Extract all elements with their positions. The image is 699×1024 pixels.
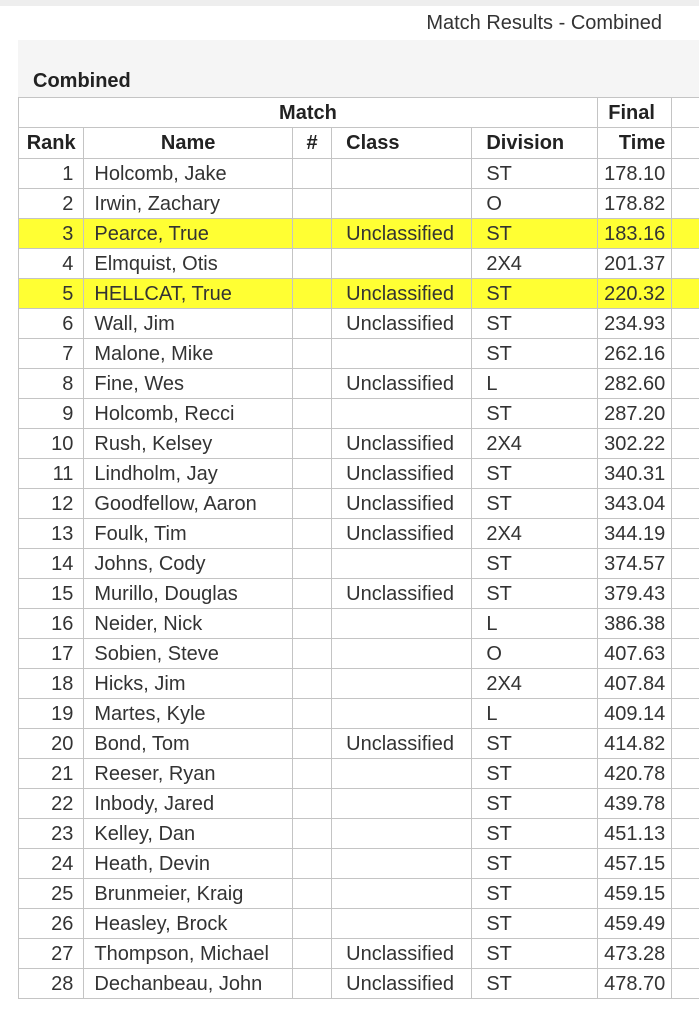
division-cell: ST bbox=[472, 459, 598, 489]
number-cell bbox=[292, 189, 331, 219]
class-cell bbox=[332, 759, 472, 789]
number-cell bbox=[292, 759, 331, 789]
table-row[interactable] bbox=[19, 339, 699, 369]
number-cell bbox=[292, 429, 331, 459]
extra-cell bbox=[672, 879, 699, 909]
time-cell: 459.49 bbox=[597, 909, 671, 939]
name-column-header[interactable]: Name bbox=[84, 128, 293, 159]
number-cell bbox=[292, 369, 331, 399]
number-cell bbox=[292, 399, 331, 429]
time-cell: 302.22 bbox=[597, 429, 671, 459]
name-cell: Foulk, Tim bbox=[84, 519, 293, 549]
rank-cell: 22 bbox=[19, 789, 84, 819]
rank-cell: 9 bbox=[19, 399, 84, 429]
number-cell bbox=[292, 639, 331, 669]
number-cell bbox=[292, 249, 331, 279]
division-cell: 2X4 bbox=[472, 519, 598, 549]
rank-cell: 10 bbox=[19, 429, 84, 459]
time-cell: 439.78 bbox=[597, 789, 671, 819]
time-cell: 457.15 bbox=[597, 849, 671, 879]
extra-column-header bbox=[672, 128, 699, 159]
name-cell: Brunmeier, Kraig bbox=[84, 879, 293, 909]
time-cell: 234.93 bbox=[597, 309, 671, 339]
class-cell: Unclassified bbox=[332, 459, 472, 489]
extra-cell bbox=[672, 579, 699, 609]
table-row[interactable] bbox=[19, 639, 699, 669]
rank-cell: 3 bbox=[19, 219, 84, 249]
division-cell: ST bbox=[472, 309, 598, 339]
table-row[interactable] bbox=[19, 549, 699, 579]
name-cell: Heasley, Brock bbox=[84, 909, 293, 939]
extra-cell bbox=[672, 249, 699, 279]
number-cell bbox=[292, 219, 331, 249]
time-cell: 407.84 bbox=[597, 669, 671, 699]
extra-cell bbox=[672, 279, 699, 309]
name-cell: HELLCAT, True bbox=[84, 279, 293, 309]
extra-column-header bbox=[672, 98, 699, 128]
rank-cell: 18 bbox=[19, 669, 84, 699]
time-cell: 287.20 bbox=[597, 399, 671, 429]
division-cell: ST bbox=[472, 819, 598, 849]
table-row[interactable] bbox=[19, 849, 699, 879]
class-cell: Unclassified bbox=[332, 519, 472, 549]
rank-cell: 11 bbox=[19, 459, 84, 489]
name-cell: Irwin, Zachary bbox=[84, 189, 293, 219]
number-cell bbox=[292, 459, 331, 489]
class-cell bbox=[332, 549, 472, 579]
number-cell bbox=[292, 609, 331, 639]
rank-cell: 4 bbox=[19, 249, 84, 279]
name-cell: Thompson, Michael bbox=[84, 939, 293, 969]
rank-cell: 5 bbox=[19, 279, 84, 309]
class-cell: Unclassified bbox=[332, 489, 472, 519]
time-cell: 409.14 bbox=[597, 699, 671, 729]
table-row[interactable] bbox=[19, 759, 699, 789]
rank-cell: 19 bbox=[19, 699, 84, 729]
table-row[interactable] bbox=[19, 249, 699, 279]
table-row[interactable] bbox=[19, 369, 699, 399]
page-title: Match Results - Combined bbox=[426, 12, 662, 34]
name-cell: Kelley, Dan bbox=[84, 819, 293, 849]
table-row[interactable] bbox=[19, 699, 699, 729]
division-cell: ST bbox=[472, 879, 598, 909]
table-row[interactable] bbox=[19, 279, 699, 309]
rank-column-header[interactable]: Rank bbox=[19, 128, 84, 159]
time-column-header[interactable]: Time bbox=[597, 128, 671, 159]
name-cell: Dechanbeau, John bbox=[84, 969, 293, 999]
division-column-header[interactable]: Division bbox=[472, 128, 598, 159]
extra-cell bbox=[672, 399, 699, 429]
rank-cell: 12 bbox=[19, 489, 84, 519]
division-cell: 2X4 bbox=[472, 669, 598, 699]
top-bar bbox=[0, 0, 699, 6]
time-cell: 262.16 bbox=[597, 339, 671, 369]
number-cell bbox=[292, 669, 331, 699]
division-cell: ST bbox=[472, 339, 598, 369]
extra-cell bbox=[672, 849, 699, 879]
time-cell: 374.57 bbox=[597, 549, 671, 579]
division-cell: ST bbox=[472, 159, 598, 189]
extra-cell bbox=[672, 369, 699, 399]
name-cell: Holcomb, Jake bbox=[84, 159, 293, 189]
final-group-header: Final bbox=[597, 98, 671, 128]
class-column-header[interactable]: Class bbox=[332, 128, 472, 159]
division-cell: ST bbox=[472, 219, 598, 249]
number-cell bbox=[292, 549, 331, 579]
time-cell: 178.10 bbox=[597, 159, 671, 189]
extra-cell bbox=[672, 459, 699, 489]
class-cell bbox=[332, 849, 472, 879]
table-row[interactable] bbox=[19, 399, 699, 429]
table-row[interactable] bbox=[19, 159, 699, 189]
division-cell: ST bbox=[472, 849, 598, 879]
extra-cell bbox=[672, 759, 699, 789]
name-cell: Goodfellow, Aaron bbox=[84, 489, 293, 519]
extra-cell bbox=[672, 429, 699, 459]
time-cell: 451.13 bbox=[597, 819, 671, 849]
division-cell: ST bbox=[472, 969, 598, 999]
name-cell: Bond, Tom bbox=[84, 729, 293, 759]
division-cell: 2X4 bbox=[472, 429, 598, 459]
time-cell: 344.19 bbox=[597, 519, 671, 549]
class-cell bbox=[332, 339, 472, 369]
table-row[interactable] bbox=[19, 489, 699, 519]
extra-cell bbox=[672, 549, 699, 579]
table-row[interactable] bbox=[19, 879, 699, 909]
time-cell: 407.63 bbox=[597, 639, 671, 669]
class-cell bbox=[332, 669, 472, 699]
class-cell bbox=[332, 879, 472, 909]
rank-cell: 16 bbox=[19, 609, 84, 639]
extra-cell bbox=[672, 159, 699, 189]
division-cell: ST bbox=[472, 549, 598, 579]
class-cell: Unclassified bbox=[332, 969, 472, 999]
table-row[interactable] bbox=[19, 219, 699, 249]
rank-cell: 6 bbox=[19, 309, 84, 339]
name-cell: Sobien, Steve bbox=[84, 639, 293, 669]
table-row[interactable] bbox=[19, 939, 699, 969]
class-cell: Unclassified bbox=[332, 219, 472, 249]
division-cell: L bbox=[472, 699, 598, 729]
name-cell: Malone, Mike bbox=[84, 339, 293, 369]
class-cell: Unclassified bbox=[332, 279, 472, 309]
rank-cell: 1 bbox=[19, 159, 84, 189]
division-cell: L bbox=[472, 369, 598, 399]
table-row[interactable] bbox=[19, 729, 699, 759]
name-cell: Neider, Nick bbox=[84, 609, 293, 639]
rank-cell: 17 bbox=[19, 639, 84, 669]
results-body bbox=[19, 159, 699, 999]
extra-cell bbox=[672, 909, 699, 939]
name-cell: Fine, Wes bbox=[84, 369, 293, 399]
time-cell: 340.31 bbox=[597, 459, 671, 489]
rank-cell: 25 bbox=[19, 879, 84, 909]
number-cell bbox=[292, 279, 331, 309]
rank-cell: 28 bbox=[19, 969, 84, 999]
table-row[interactable] bbox=[19, 969, 699, 999]
division-cell: L bbox=[472, 609, 598, 639]
match-group-header: Match bbox=[19, 98, 598, 128]
number-cell bbox=[292, 939, 331, 969]
extra-cell bbox=[672, 669, 699, 699]
rank-cell: 21 bbox=[19, 759, 84, 789]
rank-cell: 27 bbox=[19, 939, 84, 969]
time-cell: 220.32 bbox=[597, 279, 671, 309]
time-cell: 459.15 bbox=[597, 879, 671, 909]
table-row[interactable] bbox=[19, 459, 699, 489]
name-cell: Johns, Cody bbox=[84, 549, 293, 579]
extra-cell bbox=[672, 609, 699, 639]
time-cell: 178.82 bbox=[597, 189, 671, 219]
number-cell bbox=[292, 309, 331, 339]
rank-cell: 24 bbox=[19, 849, 84, 879]
extra-cell bbox=[672, 189, 699, 219]
number-cell bbox=[292, 789, 331, 819]
class-cell bbox=[332, 639, 472, 669]
class-cell: Unclassified bbox=[332, 579, 472, 609]
time-cell: 379.43 bbox=[597, 579, 671, 609]
table-row[interactable] bbox=[19, 789, 699, 819]
division-cell: ST bbox=[472, 399, 598, 429]
number-cell bbox=[292, 159, 331, 189]
time-cell: 420.78 bbox=[597, 759, 671, 789]
rank-cell: 7 bbox=[19, 339, 84, 369]
extra-cell bbox=[672, 519, 699, 549]
division-cell: 2X4 bbox=[472, 249, 598, 279]
name-cell: Murillo, Douglas bbox=[84, 579, 293, 609]
number-cell bbox=[292, 879, 331, 909]
table-row[interactable] bbox=[19, 519, 699, 549]
column-header-row bbox=[19, 128, 699, 159]
time-cell: 386.38 bbox=[597, 609, 671, 639]
section-title: Combined bbox=[33, 70, 131, 92]
name-cell: Hicks, Jim bbox=[84, 669, 293, 699]
division-cell: ST bbox=[472, 579, 598, 609]
division-cell: O bbox=[472, 639, 598, 669]
number-cell bbox=[292, 339, 331, 369]
number-column-header[interactable]: # bbox=[292, 128, 331, 159]
class-cell bbox=[332, 249, 472, 279]
time-cell: 343.04 bbox=[597, 489, 671, 519]
time-cell: 183.16 bbox=[597, 219, 671, 249]
extra-cell bbox=[672, 789, 699, 819]
name-cell: Holcomb, Recci bbox=[84, 399, 293, 429]
name-cell: Wall, Jim bbox=[84, 309, 293, 339]
results-table bbox=[18, 97, 699, 999]
division-cell: ST bbox=[472, 789, 598, 819]
rank-cell: 26 bbox=[19, 909, 84, 939]
rank-cell: 23 bbox=[19, 819, 84, 849]
number-cell bbox=[292, 849, 331, 879]
rank-cell: 13 bbox=[19, 519, 84, 549]
table-row[interactable] bbox=[19, 579, 699, 609]
table-row[interactable] bbox=[19, 669, 699, 699]
time-cell: 478.70 bbox=[597, 969, 671, 999]
extra-cell bbox=[672, 939, 699, 969]
number-cell bbox=[292, 909, 331, 939]
name-cell: Elmquist, Otis bbox=[84, 249, 293, 279]
class-cell: Unclassified bbox=[332, 729, 472, 759]
name-cell: Heath, Devin bbox=[84, 849, 293, 879]
extra-cell bbox=[672, 339, 699, 369]
number-cell bbox=[292, 729, 331, 759]
number-cell bbox=[292, 579, 331, 609]
division-cell: ST bbox=[472, 279, 598, 309]
extra-cell bbox=[672, 219, 699, 249]
class-cell bbox=[332, 189, 472, 219]
number-cell bbox=[292, 519, 331, 549]
group-header-row bbox=[19, 98, 699, 128]
division-cell: O bbox=[472, 189, 598, 219]
class-cell bbox=[332, 399, 472, 429]
name-cell: Inbody, Jared bbox=[84, 789, 293, 819]
table-row[interactable] bbox=[19, 609, 699, 639]
division-cell: ST bbox=[472, 489, 598, 519]
name-cell: Rush, Kelsey bbox=[84, 429, 293, 459]
extra-cell bbox=[672, 309, 699, 339]
time-cell: 201.37 bbox=[597, 249, 671, 279]
class-cell bbox=[332, 909, 472, 939]
rank-cell: 8 bbox=[19, 369, 84, 399]
name-cell: Pearce, True bbox=[84, 219, 293, 249]
number-cell bbox=[292, 489, 331, 519]
table-row[interactable] bbox=[19, 189, 699, 219]
number-cell bbox=[292, 969, 331, 999]
class-cell: Unclassified bbox=[332, 369, 472, 399]
class-cell: Unclassified bbox=[332, 309, 472, 339]
class-cell bbox=[332, 819, 472, 849]
table-row[interactable] bbox=[19, 309, 699, 339]
table-row[interactable] bbox=[19, 909, 699, 939]
table-row[interactable] bbox=[19, 819, 699, 849]
rank-cell: 14 bbox=[19, 549, 84, 579]
time-cell: 473.28 bbox=[597, 939, 671, 969]
rank-cell: 2 bbox=[19, 189, 84, 219]
class-cell: Unclassified bbox=[332, 939, 472, 969]
division-cell: ST bbox=[472, 759, 598, 789]
rank-cell: 15 bbox=[19, 579, 84, 609]
name-cell: Martes, Kyle bbox=[84, 699, 293, 729]
extra-cell bbox=[672, 729, 699, 759]
division-cell: ST bbox=[472, 909, 598, 939]
class-cell bbox=[332, 609, 472, 639]
extra-cell bbox=[672, 699, 699, 729]
division-cell: ST bbox=[472, 729, 598, 759]
time-cell: 414.82 bbox=[597, 729, 671, 759]
number-cell bbox=[292, 699, 331, 729]
extra-cell bbox=[672, 819, 699, 849]
table-row[interactable] bbox=[19, 429, 699, 459]
class-cell: Unclassified bbox=[332, 429, 472, 459]
time-cell: 282.60 bbox=[597, 369, 671, 399]
number-cell bbox=[292, 819, 331, 849]
class-cell bbox=[332, 789, 472, 819]
extra-cell bbox=[672, 639, 699, 669]
rank-cell: 20 bbox=[19, 729, 84, 759]
class-cell bbox=[332, 159, 472, 189]
extra-cell bbox=[672, 489, 699, 519]
division-cell: ST bbox=[472, 939, 598, 969]
extra-cell bbox=[672, 969, 699, 999]
name-cell: Reeser, Ryan bbox=[84, 759, 293, 789]
name-cell: Lindholm, Jay bbox=[84, 459, 293, 489]
class-cell bbox=[332, 699, 472, 729]
